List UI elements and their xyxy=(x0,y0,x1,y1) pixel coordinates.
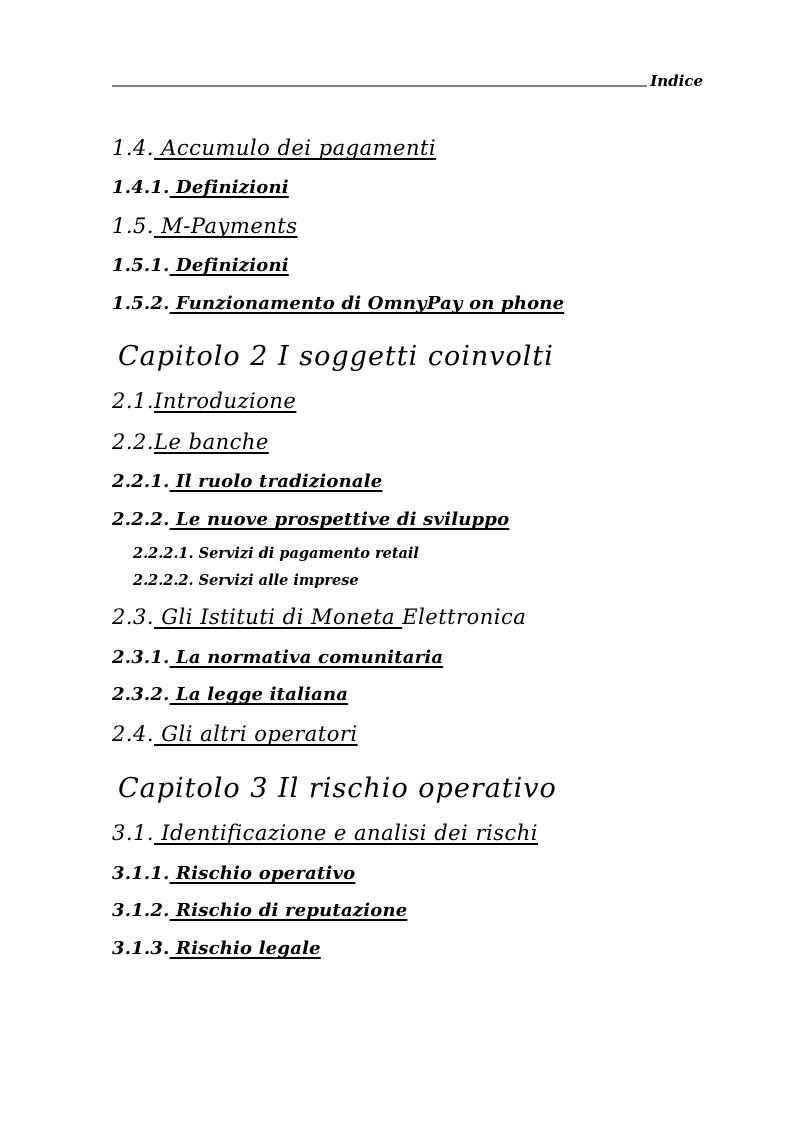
entry-title: La normativa comunitaria xyxy=(169,646,444,668)
entry-title: Servizi di pagamento retail xyxy=(193,544,419,562)
entry-number: 1.5.1. xyxy=(112,255,170,277)
toc-entry xyxy=(112,509,703,531)
toc-entry xyxy=(112,389,703,414)
entry-title: Rischio operativo xyxy=(169,862,356,884)
entry-number: 1.5.2. xyxy=(112,293,170,315)
entry-title: Il ruolo tradizionale xyxy=(169,471,383,493)
entry-number: 3.1.3. xyxy=(112,937,170,959)
entry-number: 3.1. xyxy=(112,821,155,846)
entry-title: Gli Istituti di Moneta xyxy=(154,605,403,630)
toc-entry xyxy=(118,773,703,805)
entry-title: Funzionamento di OmnyPay on phone xyxy=(169,293,565,315)
toc-entry xyxy=(112,214,703,239)
toc-entry xyxy=(112,900,703,922)
toc-entry xyxy=(112,938,703,960)
toc-entry xyxy=(112,821,703,846)
entry-number: 2.2.2.2. xyxy=(133,572,194,589)
entry-number: 2.1. xyxy=(112,389,155,414)
entry-title: Le nuove prospettive di sviluppo xyxy=(169,509,510,531)
entry-title: La legge italiana xyxy=(169,684,349,706)
entry-title: Capitolo 2 I soggetti coinvolti xyxy=(118,340,554,372)
entry-number: 2.2.2.1. xyxy=(133,544,194,562)
entry-number: 1.5. xyxy=(112,214,155,239)
toc-entry xyxy=(112,430,703,455)
entry-number: 2.2. xyxy=(112,430,155,455)
entry-number: 3.1.2. xyxy=(112,900,170,922)
entry-title: Definizioni xyxy=(169,176,289,198)
toc-entry xyxy=(112,471,703,493)
toc-entry xyxy=(112,863,703,885)
entry-title: Capitolo 3 Il rischio operativo xyxy=(118,772,557,804)
toc-entry xyxy=(112,647,703,669)
toc-entry xyxy=(112,293,703,315)
entry-number: 1.4.1. xyxy=(112,176,170,198)
entry-number: 2.2.2. xyxy=(112,509,170,531)
entry-number: 2.3.2. xyxy=(112,684,170,706)
entry-title: Definizioni xyxy=(169,255,289,277)
header-rule xyxy=(112,85,647,87)
entry-title: Rischio legale xyxy=(169,937,321,959)
toc-entry xyxy=(112,605,703,630)
toc-entry xyxy=(133,545,703,562)
toc-entry xyxy=(112,177,703,199)
entry-title: Gli altri operatori xyxy=(154,721,358,746)
toc-entry xyxy=(112,722,703,747)
entry-title: Accumulo dei pagamenti xyxy=(154,135,437,160)
entry-number: 1.4. xyxy=(112,135,155,160)
toc-entry xyxy=(118,341,703,373)
entry-number: 2.3. xyxy=(112,605,155,630)
entry-title: Introduzione xyxy=(154,389,297,414)
toc-entry xyxy=(112,255,703,277)
toc-list xyxy=(112,90,703,960)
entry-title: M-Payments xyxy=(154,214,298,239)
page-header-label: Indice xyxy=(650,72,703,90)
entry-number: 3.1.1. xyxy=(112,862,170,884)
entry-number: 2.3.1. xyxy=(112,646,170,668)
entry-title: Rischio di reputazione xyxy=(169,900,408,922)
toc-entry xyxy=(112,684,703,706)
entry-number: 2.4. xyxy=(112,721,155,746)
entry-title: Identificazione e analisi dei rischi xyxy=(154,821,538,846)
toc-entry xyxy=(112,136,703,161)
entry-number: 2.2.1. xyxy=(112,471,170,493)
entry-title: Le banche xyxy=(154,430,269,455)
toc-entry xyxy=(133,572,703,589)
page-header xyxy=(112,73,703,90)
entry-tail: Elettronica xyxy=(402,605,527,630)
entry-title: Servizi alle imprese xyxy=(193,572,359,589)
